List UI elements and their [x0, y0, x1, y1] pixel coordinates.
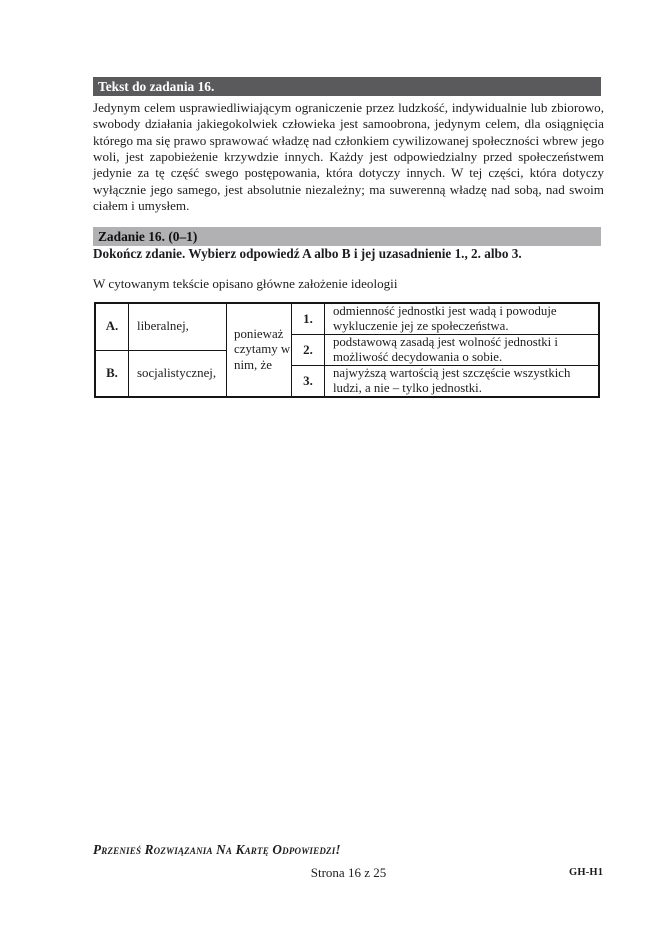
- option-text: socjalistycznej,: [137, 365, 217, 380]
- answer-options-column: [96, 304, 226, 396]
- justification-row-3: [292, 366, 598, 396]
- text-section-header: Tekst do zadania 16.: [93, 77, 601, 96]
- answer-table: [94, 302, 600, 398]
- transfer-note: Przenieś Rozwiązania Na Kartę Odpowiedzi!: [93, 842, 341, 857]
- justification-text: podstawową zasadą jest wolność jednostki i możliwość decydowania o sobie.: [333, 335, 558, 364]
- connector-cell: ponieważ czytamy w nim, że: [226, 304, 292, 396]
- task-intro: W cytowanym tekście opisano główne założenie ideologii: [93, 276, 398, 291]
- justification-row-1: [292, 304, 598, 335]
- page-number: Strona 16 z 25: [310, 865, 387, 880]
- option-row-a: [96, 304, 226, 351]
- option-letter: B.: [96, 351, 129, 397]
- source-text-paragraph: Jedynym celem usprawiedliwiającym ograniczenie przez ludzkość, indywidualnie lub zbiorowo, swobody działania jakiegokolwiek człowieka jest samoobrona, jedynym celem, dla osiągnięcia którego ma się prawo sprawować władzę nad członkiem cywilizowanej społeczności wbrew jego woli, jest zapobieżenie krzywdzie innych. Każdy jest odpowiedzialny przed społeczeństwem jedynie za tę część swego postępowania, która dotyczy innych. W tej części, która dotyczy wyłącznie jego samego, jest absolutnie niezależny; ma suwerenną władzę nad sobą, nad swoim ciałem i umysłem.: [93, 100, 604, 214]
- justification-number: 3.: [292, 366, 325, 396]
- option-text: liberalnej,: [137, 319, 189, 334]
- option-letter: A.: [96, 304, 129, 350]
- justification-text: odmienność jednostki jest wadą i powoduje wykluczenie jej ze społeczeństwa.: [333, 304, 557, 333]
- task-header: Zadanie 16. (0–1): [93, 227, 601, 246]
- justification-column: [292, 304, 598, 396]
- justification-text: najwyższą wartością jest szczęście wszystkich ludzi, a nie – tylko jednostki.: [333, 366, 571, 395]
- justification-number: 2.: [292, 335, 325, 365]
- justification-row-2: [292, 335, 598, 366]
- document-code: GH-H1: [569, 867, 604, 878]
- task-instruction: Dokończ zdanie. Wybierz odpowiedź A albo B i jej uzasadnienie 1., 2. albo 3.: [93, 246, 522, 261]
- option-row-b: [96, 351, 226, 397]
- justification-number: 1.: [292, 304, 325, 334]
